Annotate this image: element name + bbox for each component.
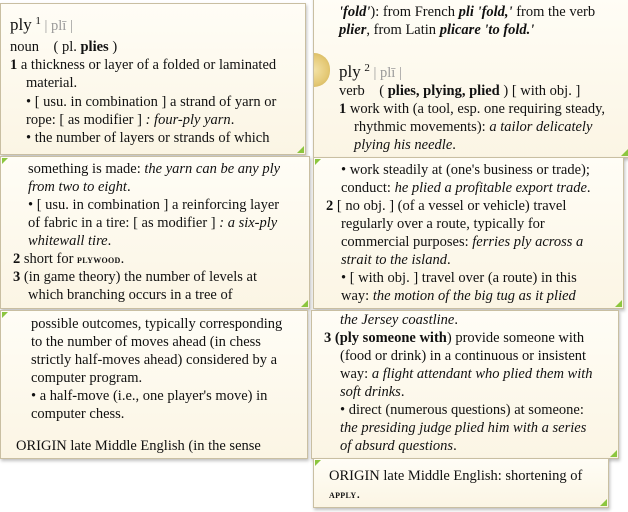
- page-corner-icon: [621, 149, 628, 156]
- example-text: a flight attendant who plied them with: [371, 366, 593, 382]
- sense-line: [326, 197, 566, 215]
- forms-suffix: ) [ with obj. ]: [499, 83, 581, 99]
- example-text: : four-ply yarn: [145, 112, 231, 128]
- sense-text: way:: [340, 366, 372, 382]
- page-corner-icon: [315, 159, 321, 165]
- definition-card-2: [0, 156, 310, 309]
- sense-line: [13, 268, 257, 286]
- sense-line: [341, 233, 583, 251]
- sense-line: [26, 111, 234, 129]
- example-text: whitewall tire: [28, 233, 108, 249]
- part-of-speech: verb: [339, 83, 365, 99]
- sense-text: of fabric in a tire: [ as modifier ]: [28, 215, 220, 231]
- example-text: : a six-ply: [219, 215, 278, 231]
- sense-line: [31, 405, 124, 423]
- sense-line: [31, 387, 267, 405]
- example-text: 'fold': [339, 4, 371, 20]
- origin-text: ORIGIN late Middle English (in the sense: [16, 438, 261, 454]
- example-text: from two to eight: [28, 179, 127, 195]
- sense-text: regularly over a route, typically for: [341, 216, 545, 232]
- sense-line: [340, 365, 593, 383]
- headword: ply: [339, 61, 361, 81]
- sense-text: computer program.: [31, 370, 143, 386]
- sense-text: • the number of layers or strands of which: [26, 130, 270, 146]
- origin-line: [329, 467, 582, 485]
- sense-line: [354, 118, 592, 136]
- definition-card-5: [313, 157, 624, 309]
- sense-text: .: [446, 252, 451, 268]
- definition-card-3: [0, 310, 308, 459]
- example-text: pli 'fold,': [458, 4, 513, 20]
- page-corner-icon: [301, 300, 308, 307]
- origin-text: ORIGIN late Middle English: shortening of: [329, 468, 583, 484]
- sense-text: .: [586, 180, 591, 196]
- sense-text: strictly half-moves ahead) considered by a: [31, 352, 278, 368]
- sense-line: [339, 100, 605, 118]
- example-text: the motion of the big tug as it plied: [372, 288, 576, 304]
- sense-line: [340, 347, 586, 365]
- sense-number: 2: [326, 198, 334, 214]
- sense-text: short for: [20, 251, 78, 267]
- sense-line: [26, 93, 276, 111]
- sense-line: [354, 136, 456, 154]
- sense-line: [341, 287, 576, 305]
- sense-text: • direct (numerous questions) at someone:: [340, 402, 584, 418]
- part-of-speech-line: [10, 38, 117, 56]
- example-text: soft drinks: [340, 384, 401, 400]
- etymology-line: [339, 3, 595, 21]
- page-corner-icon: [315, 460, 321, 466]
- sense-text: .: [400, 384, 405, 400]
- sense-text: • [ with obj. ] travel over (a route) in this: [341, 270, 577, 286]
- sense-text: • [ usu. in combination ] a strand of yarn or: [26, 94, 277, 110]
- sense-text: way:: [341, 288, 373, 304]
- sense-line: [28, 232, 111, 250]
- forms-prefix: (: [379, 83, 388, 99]
- homograph-number: 2: [364, 62, 370, 74]
- example-text: he plied a profitable export trade: [394, 180, 587, 196]
- sense-number: 3: [13, 269, 21, 285]
- example-text: plicare 'to fold.': [439, 22, 535, 38]
- sense-text: [ no obj. ] (of a vessel or vehicle) travel: [333, 198, 567, 214]
- sense-text: .: [454, 312, 458, 328]
- part-of-speech: noun: [10, 39, 39, 55]
- sense-line: [10, 56, 276, 74]
- plural-form: plies: [80, 39, 109, 55]
- definition-card-1: [0, 3, 306, 155]
- sense-text: • work steadily at (one's business or trade);: [341, 162, 590, 178]
- page-corner-icon: [297, 146, 304, 153]
- sense-text: work with (a tool, esp. one requiring steady,: [346, 101, 606, 117]
- headword: ply: [10, 14, 32, 34]
- inflected-forms: plies, plying, plied: [387, 83, 500, 99]
- origin-text: .: [356, 486, 361, 502]
- phrase-text: (ply someone with: [331, 330, 447, 346]
- sense-line: [340, 383, 404, 401]
- sense-text: ) provide someone with: [446, 330, 585, 346]
- sense-line: [31, 333, 261, 351]
- page-corner-icon: [600, 499, 607, 506]
- sense-line: [341, 179, 591, 197]
- sense-text: , from Latin: [366, 22, 440, 38]
- sense-text: rope: [ as modifier ]: [26, 112, 146, 128]
- definition-card-7: [313, 458, 609, 508]
- sense-line: [31, 315, 282, 333]
- sense-number: 2: [13, 251, 21, 267]
- sense-line: [324, 329, 584, 347]
- definition-card-4: [313, 0, 628, 158]
- sense-text: from the verb: [512, 4, 596, 20]
- example-text: the presiding judge plied him with a series: [340, 420, 587, 436]
- sense-text: a thickness or layer of a folded or laminated: [17, 57, 277, 73]
- sense-line: [341, 251, 451, 269]
- homograph-number: 1: [35, 15, 41, 27]
- page-corner-icon: [2, 312, 8, 318]
- sense-text: (in game theory) the number of levels at: [20, 269, 258, 285]
- sense-text: .: [453, 438, 457, 454]
- sense-text: .: [120, 251, 125, 267]
- example-text: plying his needle: [354, 137, 453, 153]
- example-text: a tailor delicately: [489, 119, 593, 135]
- sense-text: something is made:: [28, 161, 145, 177]
- sense-line: [13, 250, 124, 268]
- origin-line: [16, 437, 261, 455]
- sense-line: [341, 161, 590, 179]
- sense-line: [31, 351, 277, 369]
- sense-text: .: [230, 112, 235, 128]
- cross-reference-link[interactable]: apply: [329, 487, 357, 501]
- example-text: of absurd questions: [340, 438, 454, 454]
- plural-suffix: ): [108, 39, 118, 55]
- sense-line: [31, 369, 142, 387]
- pronunciation: | plī |: [44, 17, 73, 34]
- sense-text: ): from French: [370, 4, 459, 20]
- sense-line: [28, 160, 280, 178]
- seal-icon: [314, 53, 330, 87]
- sense-text: to the number of moves ahead (in chess: [31, 334, 261, 350]
- sense-text: material.: [26, 75, 78, 91]
- page-corner-icon: [610, 450, 617, 457]
- sense-text: .: [107, 233, 112, 249]
- sense-line: [28, 286, 233, 304]
- sense-line: [340, 437, 457, 455]
- definition-card-6: [311, 310, 619, 459]
- sense-line: [28, 178, 131, 196]
- example-text: the yarn can be any ply: [144, 161, 281, 177]
- example-text: strait to the island: [341, 252, 447, 268]
- sense-line: [28, 214, 277, 232]
- headword-line: [10, 12, 73, 35]
- example-text: plier: [339, 22, 367, 38]
- plural-prefix: ( pl.: [53, 39, 81, 55]
- sense-text: which branching occurs in a tree of: [28, 287, 233, 303]
- origin-line: [329, 485, 360, 503]
- sense-text: conduct:: [341, 180, 395, 196]
- page-corner-icon: [615, 300, 622, 307]
- sense-line: [26, 129, 269, 147]
- sense-number: 3: [324, 330, 332, 346]
- sense-text: .: [452, 137, 456, 153]
- sense-number: 1: [10, 57, 18, 73]
- example-text: the Jersey coastline: [340, 312, 455, 328]
- part-of-speech-line: [339, 82, 580, 100]
- headword-line: [339, 59, 402, 82]
- sense-text: commercial purposes:: [341, 234, 473, 250]
- sense-number: 1: [339, 101, 347, 117]
- sense-line: [341, 269, 577, 287]
- example-text: ferries ply across a: [472, 234, 584, 250]
- sense-text: computer chess.: [31, 406, 125, 422]
- page-corner-icon: [2, 158, 8, 164]
- sense-text: rhythmic movements):: [354, 119, 490, 135]
- sense-text: possible outcomes, typically corresponding: [31, 316, 283, 332]
- sense-text: (food or drink) in a continuous or insistent: [340, 348, 587, 364]
- sense-line: [28, 196, 279, 214]
- sense-line: [340, 401, 584, 419]
- sense-line: [340, 419, 586, 437]
- etymology-line: [339, 21, 534, 39]
- sense-text: • [ usu. in combination ] a reinforcing layer: [28, 197, 280, 213]
- pronunciation: | plī |: [373, 64, 402, 81]
- sense-text: • a half-move (i.e., one player's move) in: [31, 388, 268, 404]
- sense-text: .: [126, 179, 131, 195]
- sense-line: [340, 311, 458, 329]
- sense-line: [26, 74, 77, 92]
- cross-reference-link[interactable]: plywood: [77, 252, 121, 266]
- sense-line: [341, 215, 545, 233]
